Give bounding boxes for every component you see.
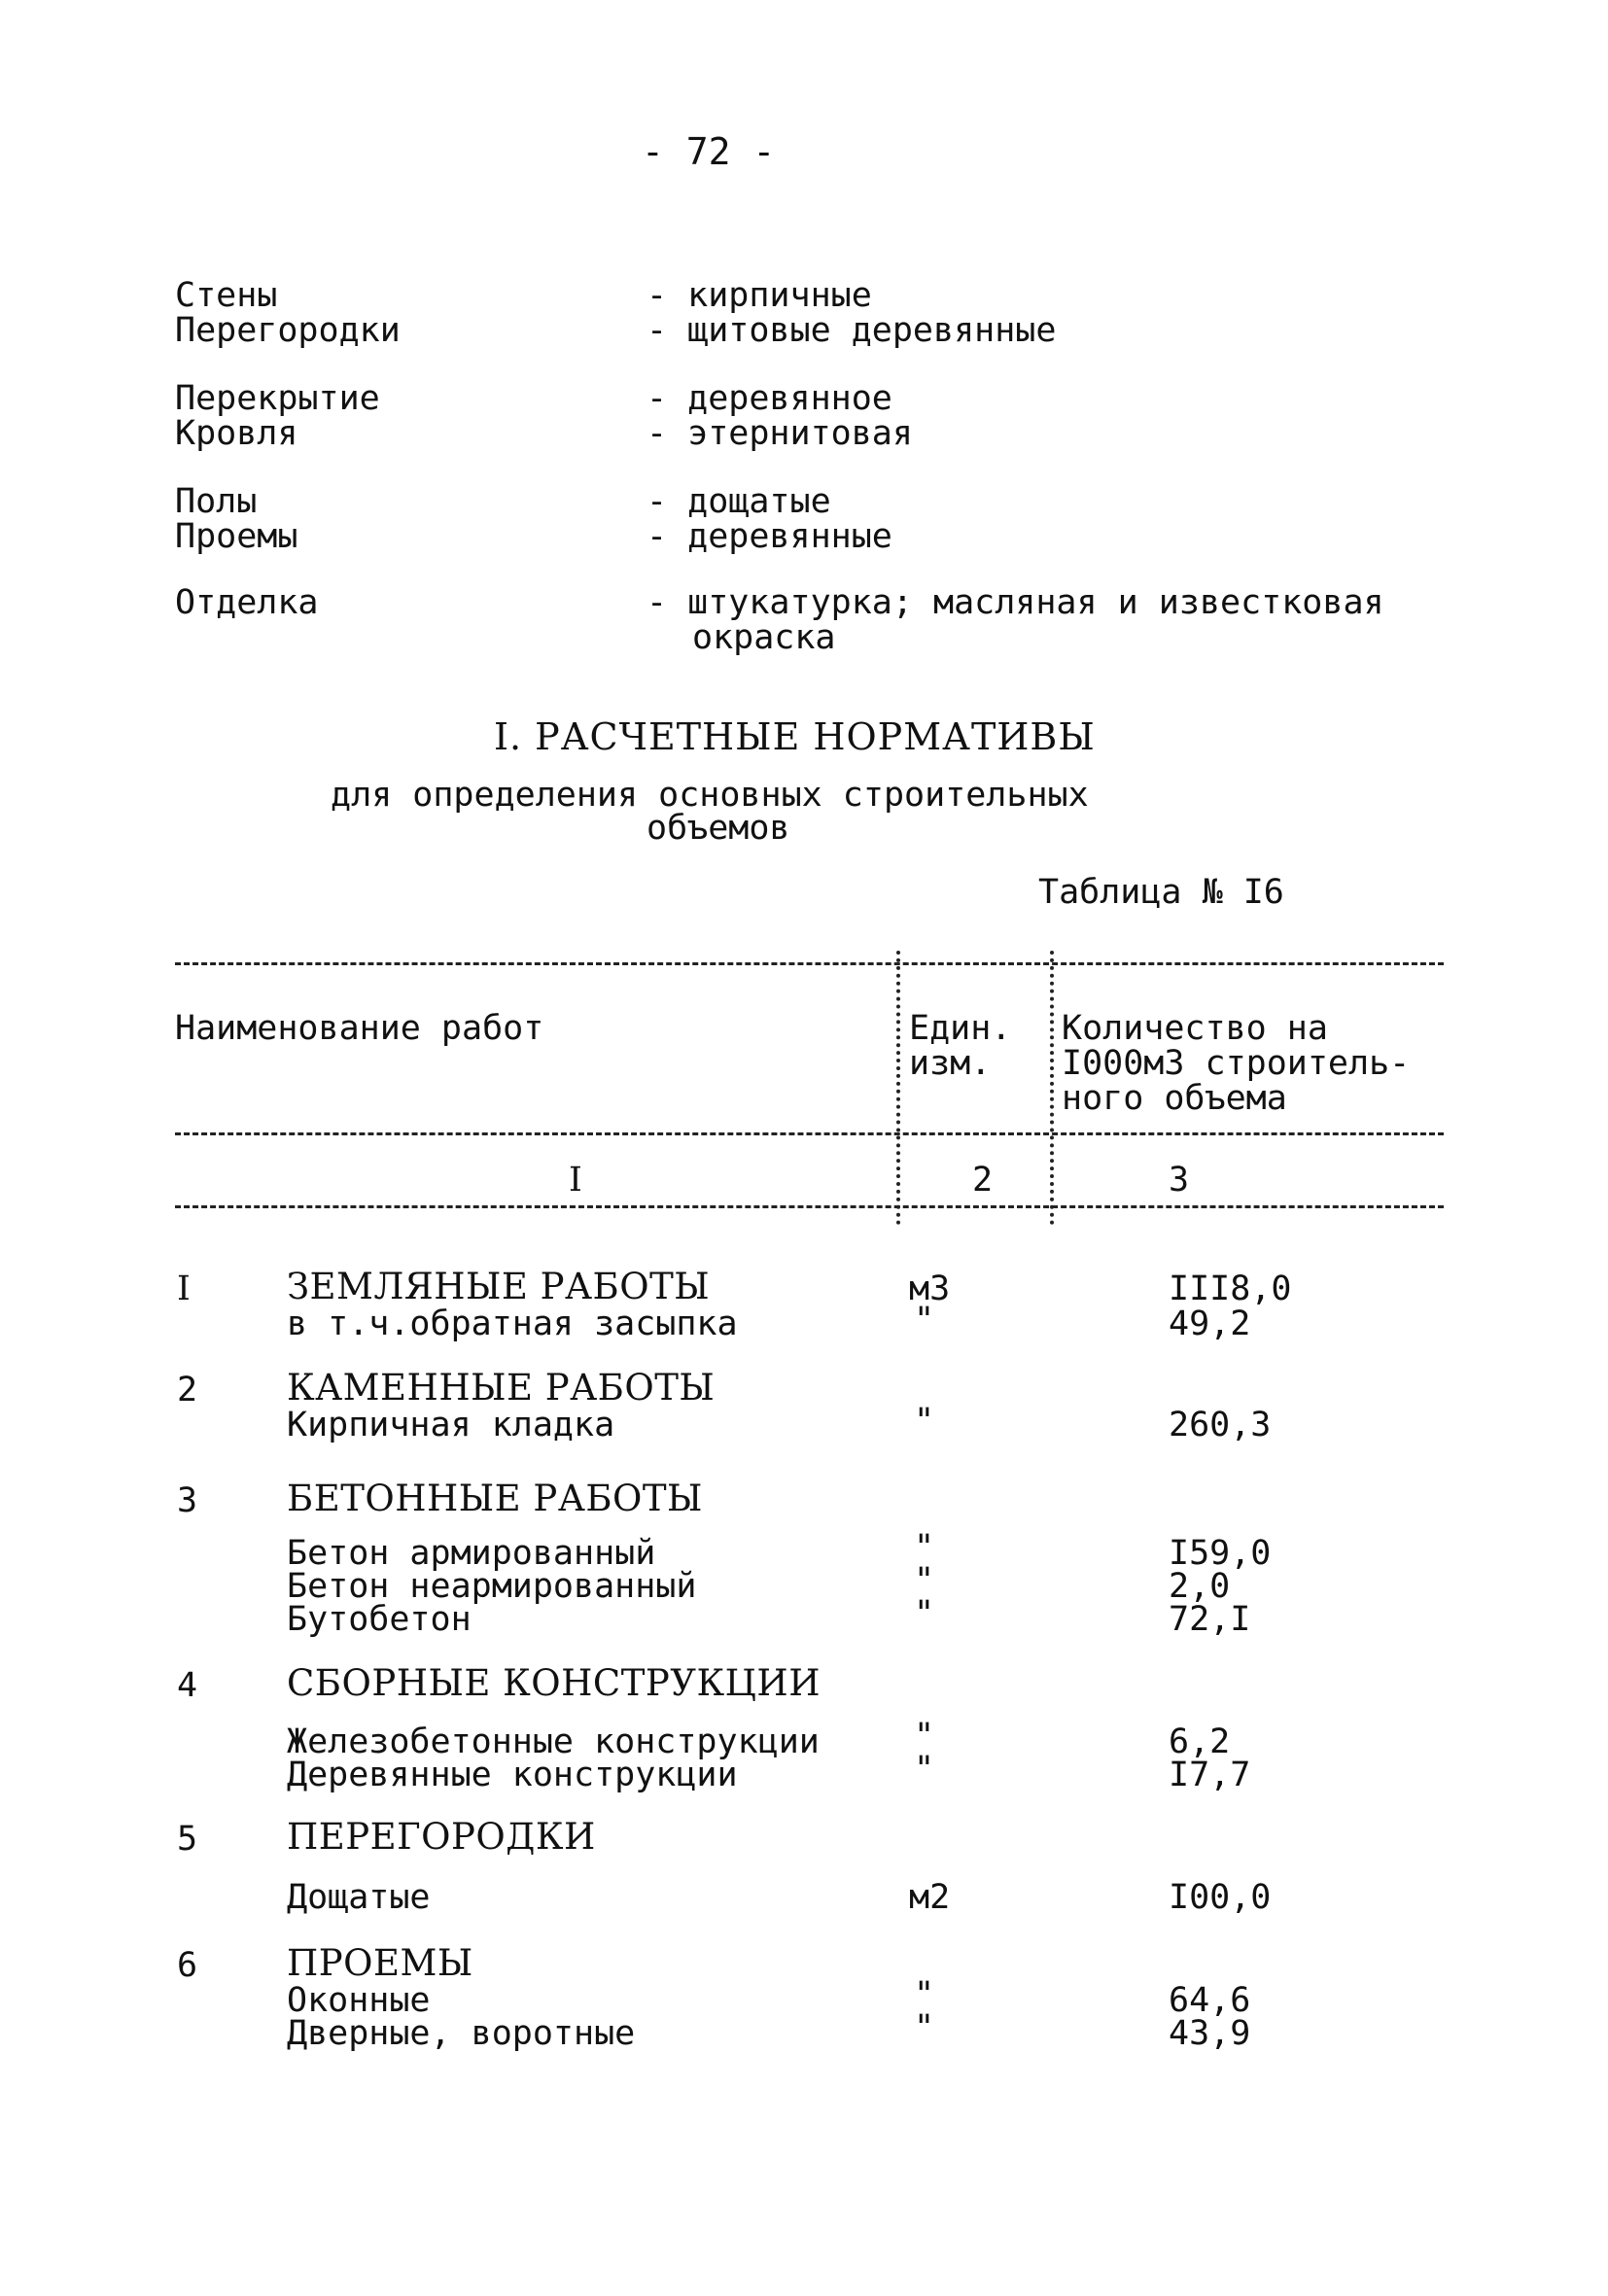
header-work-name: Наименование работ — [175, 1009, 544, 1048]
value-cell: I7,7 — [1169, 1756, 1251, 1794]
row-name: Железобетонные конструкции — [287, 1722, 820, 1761]
unit-cell: " — [914, 1975, 935, 2014]
header-unit: Един. — [909, 1009, 1012, 1048]
value-cell: 43,9 — [1169, 2014, 1251, 2053]
value-cell: 260,3 — [1169, 1406, 1272, 1444]
table-rule-mid — [175, 1132, 1444, 1135]
header-quantity: Количество на — [1062, 1009, 1328, 1048]
unit-cell: " — [914, 1402, 935, 1441]
section-number: 2 — [177, 1371, 198, 1409]
section-heading: ПЕРЕГОРОДКИ — [287, 1816, 596, 1858]
value-cell: I59,0 — [1169, 1534, 1272, 1573]
spec-value: - дощатые — [647, 482, 831, 521]
spec-value: - кирпичные — [647, 276, 872, 315]
spec-label: Проемы — [175, 517, 298, 556]
row-name: Дверные, воротные — [287, 2014, 636, 2053]
unit-cell: " — [914, 1528, 935, 1567]
section-number: 5 — [177, 1820, 198, 1859]
value-cell: 72,I — [1169, 1600, 1251, 1639]
value-cell: 49,2 — [1169, 1305, 1251, 1343]
unit-cell: " — [914, 1750, 935, 1789]
row-name: Бетон неармированный — [287, 1567, 697, 1606]
spec-label: Перекрытие — [175, 379, 380, 418]
table-rule-top — [175, 962, 1444, 965]
spec-value: - деревянное — [647, 379, 892, 418]
row-name: в т.ч.обратная засыпка — [287, 1305, 738, 1343]
unit-cell: " — [914, 2008, 935, 2047]
column-number: 2 — [972, 1161, 994, 1200]
unit-cell: м2 — [909, 1878, 951, 1917]
section-title: I. РАСЧЕТНЫЕ НОРМАТИВЫ — [494, 715, 1096, 758]
spec-label: Кровля — [175, 414, 298, 453]
value-cell: 2,0 — [1169, 1567, 1231, 1606]
page-number: - 72 - — [642, 130, 776, 173]
section-number: 6 — [177, 1946, 198, 1985]
section-heading: ПРОЕМЫ — [287, 1942, 473, 1984]
value-cell: 6,2 — [1169, 1722, 1231, 1761]
table-rule-bottom — [175, 1205, 1444, 1208]
spec-label: Отделка — [175, 583, 319, 622]
section-heading: СБОРНЫЕ КОНСТРУКЦИИ — [287, 1662, 821, 1704]
value-cell: III8,0 — [1169, 1270, 1292, 1308]
section-subtitle: для определения основных строительных — [331, 776, 1089, 815]
row-name: Оконные — [287, 1981, 431, 2020]
spec-label: Перегородки — [175, 311, 401, 350]
section-number: 3 — [177, 1481, 198, 1520]
row-name: Кирпичная кладка — [287, 1406, 615, 1444]
unit-cell: м3 — [909, 1270, 951, 1308]
section-number: 4 — [177, 1666, 198, 1705]
header-unit: изм. — [909, 1044, 992, 1083]
spec-value: - щитовые деревянные — [647, 311, 1057, 350]
row-name: Бетон армированный — [287, 1534, 656, 1573]
spec-value: - штукатурка; масляная и известковая — [647, 583, 1384, 622]
row-name: Бутобетон — [287, 1600, 472, 1639]
unit-cell: " — [914, 1717, 935, 1756]
section-subtitle: объемов — [647, 809, 790, 848]
row-name: Деревянные конструкции — [287, 1756, 738, 1794]
value-cell: 64,6 — [1169, 1981, 1251, 2020]
unit-cell: " — [914, 1561, 935, 1600]
section-heading: КАМЕННЫЕ РАБОТЫ — [287, 1367, 716, 1409]
row-name: Дощатые — [287, 1878, 431, 1917]
spec-label: Полы — [175, 482, 258, 521]
column-number: I — [569, 1161, 582, 1200]
value-cell: I00,0 — [1169, 1878, 1272, 1917]
table-label: Таблица № I6 — [1038, 873, 1284, 912]
spec-value: - этернитовая — [647, 414, 913, 453]
column-separator — [1050, 951, 1054, 1225]
unit-cell: " — [914, 1301, 935, 1339]
section-heading: ЗЕМЛЯНЫЕ РАБОТЫ — [287, 1266, 711, 1307]
spec-value-continuation: окраска — [692, 618, 836, 657]
spec-label: Стены — [175, 276, 278, 315]
column-number: 3 — [1169, 1161, 1190, 1200]
section-heading: БЕТОННЫЕ РАБОТЫ — [287, 1478, 703, 1519]
header-quantity: ного объема — [1062, 1079, 1287, 1118]
unit-cell: " — [914, 1594, 935, 1633]
section-number: I — [177, 1270, 191, 1308]
column-separator — [896, 951, 900, 1225]
spec-value: - деревянные — [647, 517, 892, 556]
header-quantity: I000м3 строитель- — [1062, 1044, 1411, 1083]
